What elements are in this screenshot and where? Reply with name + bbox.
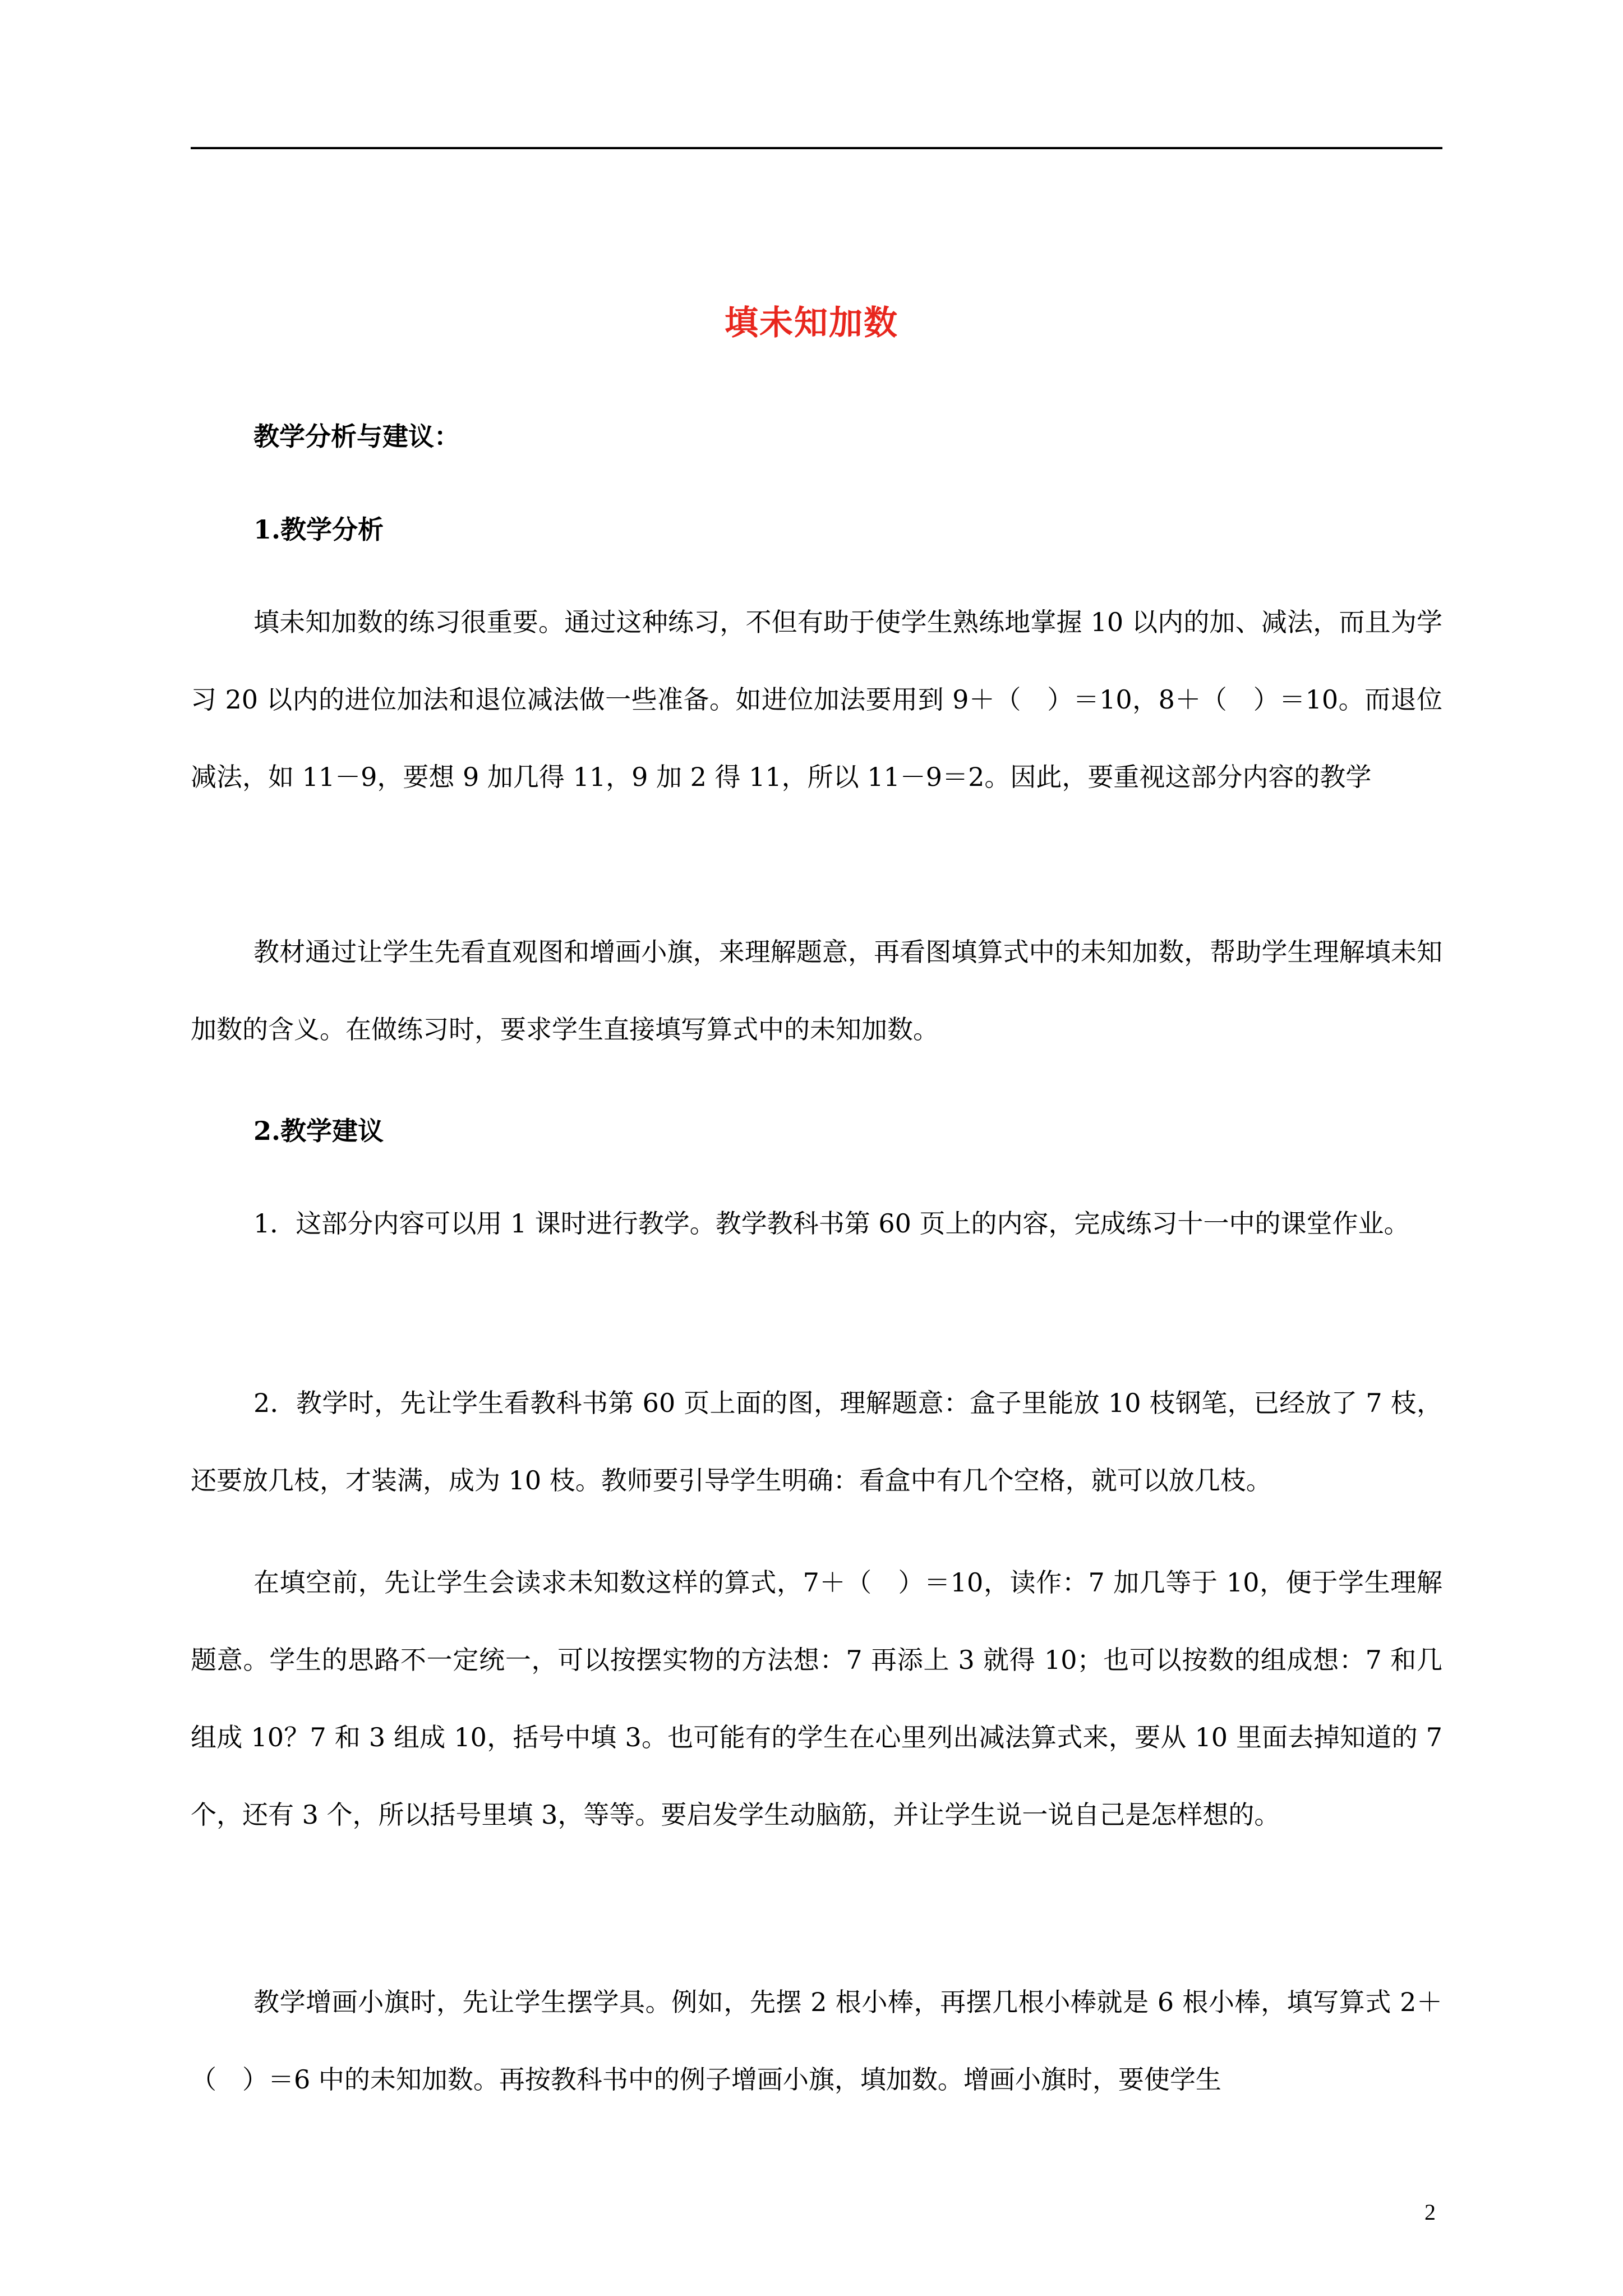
paragraph-2-2: 2．教学时，先让学生看教科书第 60 页上面的图，理解题意：盒子里能放 10 枝钢笔，已经放了 7 枝，还要放几枝，才装满，成为 10 枝。教师要引导学生明确：看盒中有几个空格，就可以放几枝。	[191, 1388, 1442, 1496]
paragraph-1-1: 填未知加数的练习很重要。通过这种练习，不但有助于使学生熟练地掌握 10 以内的加、减法，而且为学习 20 以内的进位加法和退位减法做一些准备。如进位加法要用到 9＋（ ）＝10，8＋（ ）＝10。而退位减法，如 11－9，要想 9 加几得 11，9 加 2 得 11，所以 11－9＝2。因此，要重视这部分内容的教学	[191, 607, 1442, 792]
subsection-heading-1: 1.教学分析	[253, 514, 384, 545]
page-number: 2	[1424, 2200, 1436, 2225]
paragraph-2-1: 1．这部分内容可以用 1 课时进行教学。教学教科书第 60 页上的内容，完成练习十一中的课堂作业。	[253, 1208, 1410, 1239]
section-heading-analysis: 教学分析与建议：	[253, 421, 460, 452]
paragraph-2-3: 在填空前，先让学生会读求未知数这样的算式，7＋（ ）＝10，读作：7 加几等于 10，便于学生理解题意。学生的思路不一定统一，可以按摆实物的方法想：7 再添上 3 就得 10；也可以按数的组成想：7 和几组成 10？7 和 3 组成 10，括号中填 3。也可能有的学生在心里列出减法算式来，要从 10 里面去掉知道的 7 个，还有 3 个，所以括号里填 3，等等。要启发学生动脑筋，并让学生说一说自己是怎样想的。	[191, 1567, 1442, 1830]
paragraph-1-2: 教材通过让学生先看直观图和增画小旗，来理解题意，再看图填算式中的未知加数，帮助学生理解填未知加数的含义。在做练习时，要求学生直接填写算式中的未知加数。	[191, 937, 1442, 1045]
paragraph-2-4: 教学增画小旗时，先让学生摆学具。例如，先摆 2 根小棒，再摆几根小棒就是 6 根小棒，填写算式 2＋（ ）＝6 中的未知加数。再按教科书中的例子增画小旗，填加数。增画小旗时，要使学生	[191, 1987, 1442, 2095]
document-title: 填未知加数	[725, 303, 898, 343]
header-rule	[191, 147, 1442, 149]
subsection-heading-2: 2.教学建议	[253, 1116, 384, 1146]
